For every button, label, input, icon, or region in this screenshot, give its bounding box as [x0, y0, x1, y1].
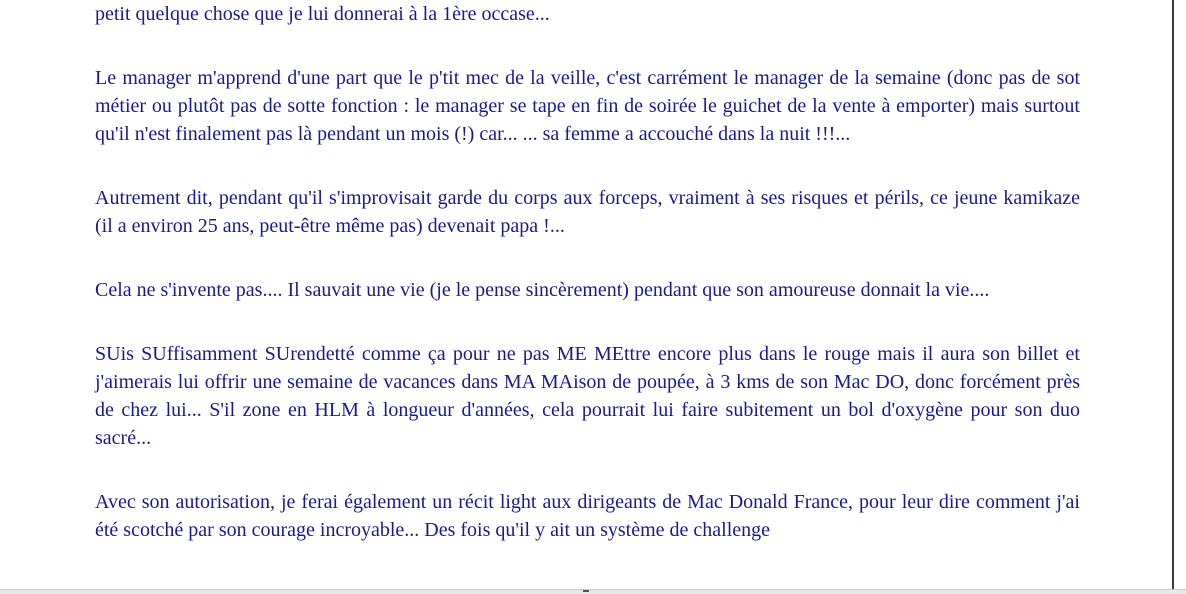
horizontal-scrollbar[interactable]	[0, 589, 1186, 594]
paragraph-6: Avec son autorisation, je ferai également un récit light aux dirigeants de Mac Donald France, pour leur dire comment j'ai été scotché par son courage incroyable... Des fois qu'il y ait un système de challenge	[95, 491, 1080, 541]
document-body	[95, 0, 1080, 544]
paragraph-4: Cela ne s'invente pas.... Il sauvait une vie (je le pense sincèrement) pendant que son amoureuse donnait la vie....	[95, 279, 990, 301]
scroll-thumb-icon[interactable]	[583, 590, 589, 592]
paragraph-1: petit quelque chose que je lui donnerai à la 1ère occase...	[95, 3, 550, 25]
paragraph-2: Le manager m'apprend d'une part que le p'tit mec de la veille, c'est carrément le manager de la semaine (donc pas de sot métier ou plutôt pas de sotte fonction : le manager se tape en fin de soirée le guichet de la vente à emporter) mais surtout qu'il n'est finalement pas là pendant un mois (!) car... ... sa femme a accouché dans la nuit !!!...	[95, 67, 1080, 145]
paragraph-5: SUis SUffisamment SUrendetté comme ça pour ne pas ME MEttre encore plus dans le rouge mais il aura son billet et j'aimerais lui offrir une semaine de vacances dans MA MAison de poupée, à 3 kms de son Mac DO, donc forcément près de chez lui... S'il zone en HLM à longueur d'années, cela pourrait lui faire subitement un bol d'oxygène pour son duo sacré...	[95, 343, 1080, 449]
right-gutter	[1174, 0, 1186, 594]
paragraph-3: Autrement dit, pendant qu'il s'improvisait garde du corps aux forceps, vraiment à ses risques et périls, ce jeune kamikaze (il a environ 25 ans, peut-être même pas) devenait papa !...	[95, 187, 1080, 237]
